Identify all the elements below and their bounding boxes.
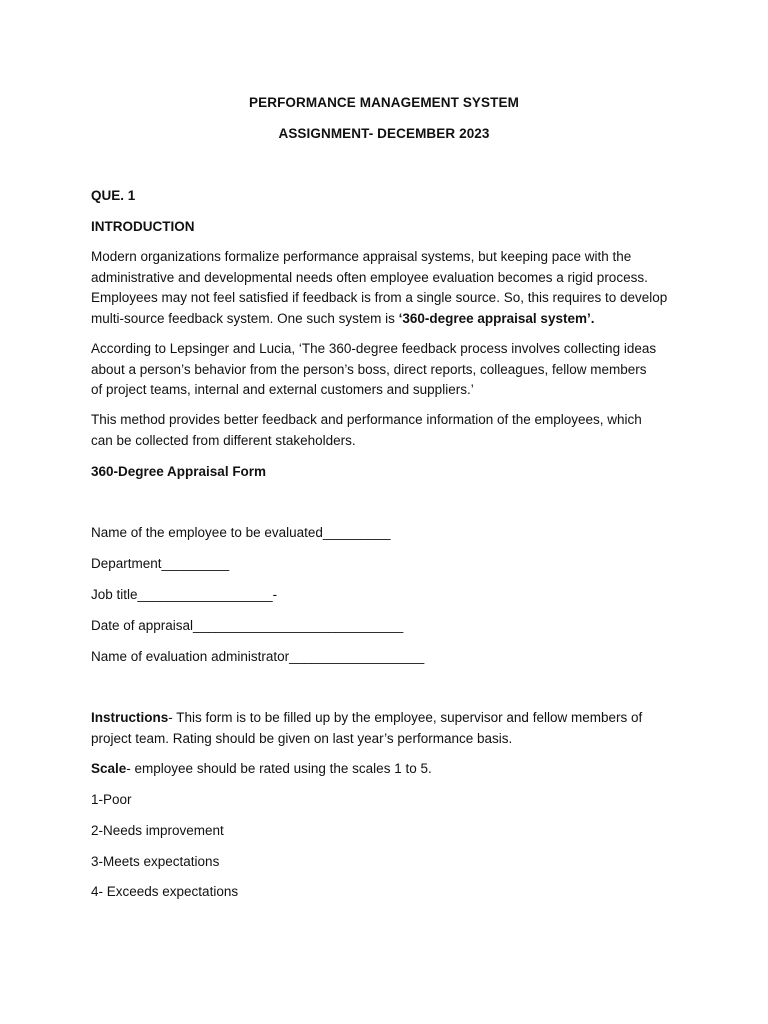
scale-item: 4- Exceeds expectations bbox=[91, 884, 239, 899]
question-label: QUE. 1 bbox=[91, 188, 136, 203]
form-field-job-title: Job title__________________- bbox=[91, 587, 278, 602]
paragraph-line: of project teams, internal and external customers and suppliers.’ bbox=[91, 382, 474, 397]
paragraph-line: project team. Rating should be given on last year’s performance basis. bbox=[91, 730, 513, 746]
paragraph-line: about a person’s behavior from the person’s boss, direct reports, colleagues, fellow members bbox=[91, 361, 647, 377]
form-heading: 360-Degree Appraisal Form bbox=[91, 464, 267, 479]
paragraph-line: can be collected from different stakeholders. bbox=[91, 432, 356, 448]
section-heading: INTRODUCTION bbox=[91, 219, 195, 234]
form-field-department: Department_________ bbox=[91, 556, 230, 571]
scale-label: Scale bbox=[91, 761, 127, 776]
paragraph-text: - employee should be rated using the scales 1 to 5. bbox=[126, 761, 432, 776]
paragraph-text: - This form is to be filled up by the employee, supervisor and fellow members of bbox=[168, 710, 643, 725]
scale-line bbox=[91, 759, 691, 780]
intro-paragraph-3 bbox=[91, 410, 691, 451]
paragraph-line: This method provides better feedback and performance information of the employees, which bbox=[91, 412, 642, 427]
paragraph-line: According to Lepsinger and Lucia, ‘The 360-degree feedback process involves collecting ideas bbox=[91, 341, 657, 356]
scale-item: 3-Meets expectations bbox=[91, 854, 220, 869]
form-field-administrator: Name of evaluation administrator__________________ bbox=[91, 649, 425, 664]
intro-paragraph-2 bbox=[91, 339, 691, 401]
form-field-date-of-appraisal: Date of appraisal____________________________ bbox=[91, 618, 404, 633]
paragraph-line: Employees may not feel satisfied if feedback is from a single source. So, this requires to develop bbox=[91, 290, 668, 305]
document-subtitle: ASSIGNMENT- DECEMBER 2023 bbox=[278, 126, 490, 141]
scale-item: 2-Needs improvement bbox=[91, 823, 224, 838]
document-title: PERFORMANCE MANAGEMENT SYSTEM bbox=[249, 95, 519, 110]
form-field-employee-name: Name of the employee to be evaluated_________ bbox=[91, 525, 391, 540]
paragraph-line: administrative and developmental needs often employee evaluation becomes a rigid process. bbox=[91, 269, 648, 285]
paragraph-text: multi-source feedback system. One such system is bbox=[91, 310, 399, 326]
scale-item: 1-Poor bbox=[91, 792, 132, 807]
paragraph-line bbox=[91, 708, 691, 729]
emphasis-text: ‘360-degree appraisal system’. bbox=[398, 310, 595, 326]
paragraph-line: Modern organizations formalize performance appraisal systems, but keeping pace with the bbox=[91, 249, 632, 264]
instructions-paragraph bbox=[91, 708, 691, 749]
instructions-label: Instructions bbox=[91, 710, 169, 725]
paragraph-line bbox=[91, 309, 691, 330]
intro-paragraph-1 bbox=[91, 247, 691, 329]
